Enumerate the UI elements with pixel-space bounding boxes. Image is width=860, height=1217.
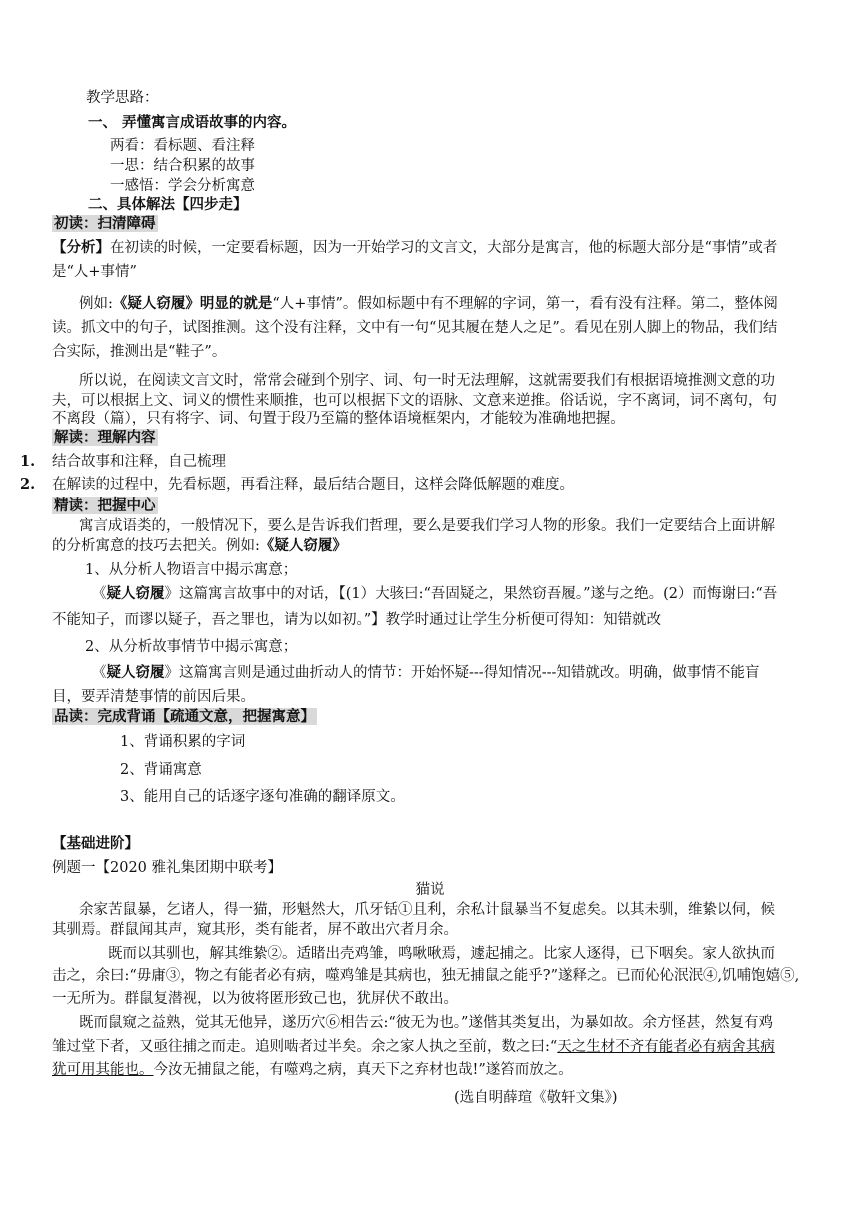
section-1-para-3-line-1: 所以说，在阅读文言文时，常常会碰到个别字、词、句一时无法理解，这就需要我们有根据语境推测文意的功 xyxy=(79,373,775,389)
section-1-title: 初读：扫清障碍 xyxy=(54,215,156,232)
step-1-item-c: 一感悟：学会分析寓意 xyxy=(110,178,255,194)
step-1-heading: 一、 弄懂寓言成语故事的内容。 xyxy=(88,114,297,131)
example-heading: 例题一【2020 雅礼集团期中联考】 xyxy=(52,860,283,876)
section-3-para-3-line-2: 目，要弄清楚事情的前因后果。 xyxy=(52,689,255,705)
section-3-para-2-line-2: 不能知子，而谬以疑子，吾之罪也，请为以如初。”】教学时通过让学生分析便可得知：知错就改 xyxy=(52,612,662,628)
list-item: 结合故事和注释，自己梳理 xyxy=(52,454,226,470)
section-3-heading-2: 2、从分析故事情节中揭示寓意； xyxy=(85,639,298,655)
section-3-title: 精读：把握中心 xyxy=(54,497,156,514)
passage-para-3-line-2: 雏过堂下者，又亟往捕之而走。追则啮者过半矣。余之家人执之至前，数之曰:“天之生材不齐有能者必有病舍其病 xyxy=(52,1039,775,1055)
section-1-para-3-line-3: 不离段（篇），只有将字、词、句置于段乃至篇的整体语境框架内，才能较为准确地把握。 xyxy=(52,411,625,427)
passage-para-1-line-1: 余家苦鼠暴，乞诸人，得一猫，形魁然大，爪牙铦①且利，余私计鼠暴当不复虑矣。以其未驯，维絷以伺，候 xyxy=(79,902,775,918)
section-4-item-1: 1、背诵积累的字词 xyxy=(120,734,246,750)
section-1-para-2-line-3: 合实际，推测出是“鞋子”。 xyxy=(52,344,227,360)
section-3-heading-1: 1、从分析人物语言中揭示寓意； xyxy=(85,562,298,578)
section-4-item-3: 3、能用自己的话逐字逐句准确的翻译原文。 xyxy=(120,789,405,805)
section-4-title: 品读：完成背诵【疏通文意，把握寓意】 xyxy=(54,708,315,725)
passage-para-3-line-1: 既而鼠窥之益熟，觉其无他异，遂历穴⑥相告云:“彼无为也。”遂偕其类复出，为暴如故。余方怪甚，然复有鸡 xyxy=(79,1015,773,1031)
passage-para-3-line-3: 犹可用其能也。今汝无捕鼠之能，有噬鸡之病，真天下之弃材也哉!”遂笞而放之。 xyxy=(52,1062,573,1078)
step-1-item-a: 两看：看标题、看注释 xyxy=(110,138,255,154)
passage-para-1-line-2: 其驯焉。群鼠闻其声，窥其形，类有能者，屏不敢出穴者月余。 xyxy=(52,922,458,938)
section-3-para-1-line-1: 寓言成语类的，一般情况下，要么是告诉我们哲理，要么是要我们学习人物的形象。我们一定要结合上面讲解 xyxy=(79,518,775,534)
list-item-number: 1. xyxy=(20,453,36,470)
section-1-para-1-line-2: 是“人+事情” xyxy=(52,264,137,280)
passage-title: 猫说 xyxy=(415,882,445,898)
passage-source: (选自明薛瑄《敬轩文集》) xyxy=(454,1090,618,1106)
section-3-para-3-line-1: 《疑人窃履》这篇寓言则是通过曲折动人的情节：开始怀疑---得知情况---知错就改。明确，做事情不能盲 xyxy=(92,664,760,681)
section-1-para-3-line-2: 夫，可以根据上文、词义的惯性来顺推，也可以根据下文的语脉、文意来逆推。俗话说，字不离词，词不离句，句 xyxy=(52,393,777,409)
basic-advanced-heading: 【基础进阶】 xyxy=(52,835,139,852)
step-2-heading: 二、具体解法【四步走】 xyxy=(88,196,248,213)
list-item: 在解读的过程中，先看标题，再看注释，最后结合题目，这样会降低解题的难度。 xyxy=(52,477,574,493)
step-1-item-b: 一思：结合积累的故事 xyxy=(110,158,255,174)
section-2-title: 解读：理解内容 xyxy=(54,429,156,446)
passage-para-2-line-1: 既而以其驯也，解其维絷②。适睹出壳鸡雏，鸣啾啾焉，遽起捕之。比家人逐得，已下咽矣。家人欲执而 xyxy=(108,946,775,962)
passage-para-2-line-3: 一无所为。群鼠复潜视，以为彼将匿形致己也，犹屏伏不敢出。 xyxy=(52,991,458,1007)
thinking-label: 教学思路： xyxy=(86,90,159,106)
passage-para-2-line-2: 击之，余曰:“毋庸③，物之有能者必有病，噬鸡雏是其病也，独无捕鼠之能乎?”遂释之。已而伈伈泯泯④,饥哺饱嬉⑤, xyxy=(52,968,800,984)
section-1-para-2-line-2: 读。抓文中的句子，试图推测。这个没有注释，文中有一句“见其履在楚人之足”。看见在别人脚上的物品，我们结 xyxy=(52,320,778,336)
section-3-para-2-line-1: 《疑人窃履》这篇寓言故事中的对话，【(1）大骇曰:“吾固疑之，果然窃吾履。”遂与之绝。(2）而悔谢曰:“吾 xyxy=(92,585,778,602)
list-item-number: 2. xyxy=(20,476,36,493)
section-4-item-2: 2、背诵寓意 xyxy=(120,762,202,778)
section-3-para-1-line-2: 的分析寓意的技巧去把关。例如:《疑人窃履》 xyxy=(52,537,347,554)
section-1-para-2-line-1: 例如:《疑人窃履》明显的就是“人+事情”。假如标题中有不理解的字词，第一，看有没有注释。第二，整体阅 xyxy=(79,295,778,312)
section-1-para-1-line-1: 【分析】在初读的时候，一定要看标题，因为一开始学习的文言文，大部分是寓言，他的标题大部分是“事情”或者 xyxy=(52,239,778,256)
